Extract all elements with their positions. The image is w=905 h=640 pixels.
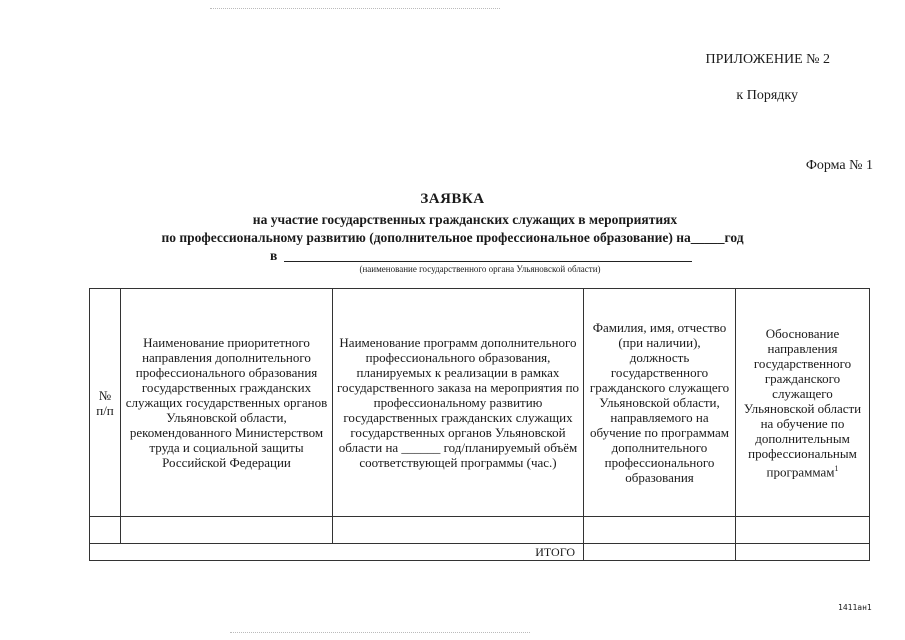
cell-empty[interactable] bbox=[584, 517, 736, 544]
title-line-2: по профессиональному развитию (дополнительное профессиональное образование) на_____год bbox=[161, 230, 744, 245]
organ-prefix: в bbox=[270, 248, 278, 263]
cell-empty[interactable] bbox=[90, 517, 121, 544]
table-header-row bbox=[90, 289, 870, 517]
document-title: ЗАЯВКА bbox=[420, 191, 485, 207]
cell-empty[interactable] bbox=[121, 517, 333, 544]
total-label: ИТОГО bbox=[90, 544, 584, 561]
order-reference: к Порядку bbox=[736, 88, 798, 103]
form-number: Форма № 1 bbox=[805, 158, 873, 173]
appendix-label: ПРИЛОЖЕНИЕ № 2 bbox=[705, 52, 830, 67]
request-table bbox=[89, 288, 870, 561]
table-row bbox=[90, 517, 870, 544]
total-justification-cell[interactable] bbox=[736, 544, 870, 561]
col-header-justification: Обоснование направления государственного гражданского служащего Ульяновской области на обучение по дополнительным профессиональным программам$^1$ bbox=[736, 289, 870, 517]
cell-empty[interactable] bbox=[333, 517, 584, 544]
scan-artifact-top bbox=[210, 8, 500, 9]
total-row bbox=[90, 544, 870, 561]
organ-name-blank[interactable] bbox=[284, 261, 692, 262]
col-header-number: № п/п bbox=[90, 289, 121, 517]
col-header-employee: Фамилия, имя, отчество (при наличии), должность государственного гражданского служащего Ульяновской области, направляемого на обучение по программам дополнительного профессионального образования bbox=[584, 289, 736, 517]
total-employee-cell[interactable] bbox=[584, 544, 736, 561]
cell-empty[interactable] bbox=[736, 517, 870, 544]
col-header-direction: Наименование приоритетного направления дополнительного профессионального образования государственных гражданских служащих государственных органов Ульяновской области, рекомендованного Министерством труда и социальной защиты Российской Федерации bbox=[121, 289, 333, 517]
organ-name-caption: (наименование государственного органа Ульяновской области) bbox=[359, 264, 601, 274]
footnote-mark: 1 bbox=[834, 463, 839, 473]
scan-artifact-bottom bbox=[230, 632, 530, 633]
title-line-1: на участие государственных гражданских служащих в мероприятиях bbox=[252, 212, 678, 227]
col-header-programs: Наименование программ дополнительного профессионального образования, планируемых к реализации в рамках государственного заказа на мероприятия по профессиональному развитию государственных гражданских служащих государственных органов Ульяновской области на ______ год/планируемый объём соответствующей программы (час.) bbox=[333, 289, 584, 517]
document-stamp: 1411ан1 bbox=[838, 603, 872, 612]
